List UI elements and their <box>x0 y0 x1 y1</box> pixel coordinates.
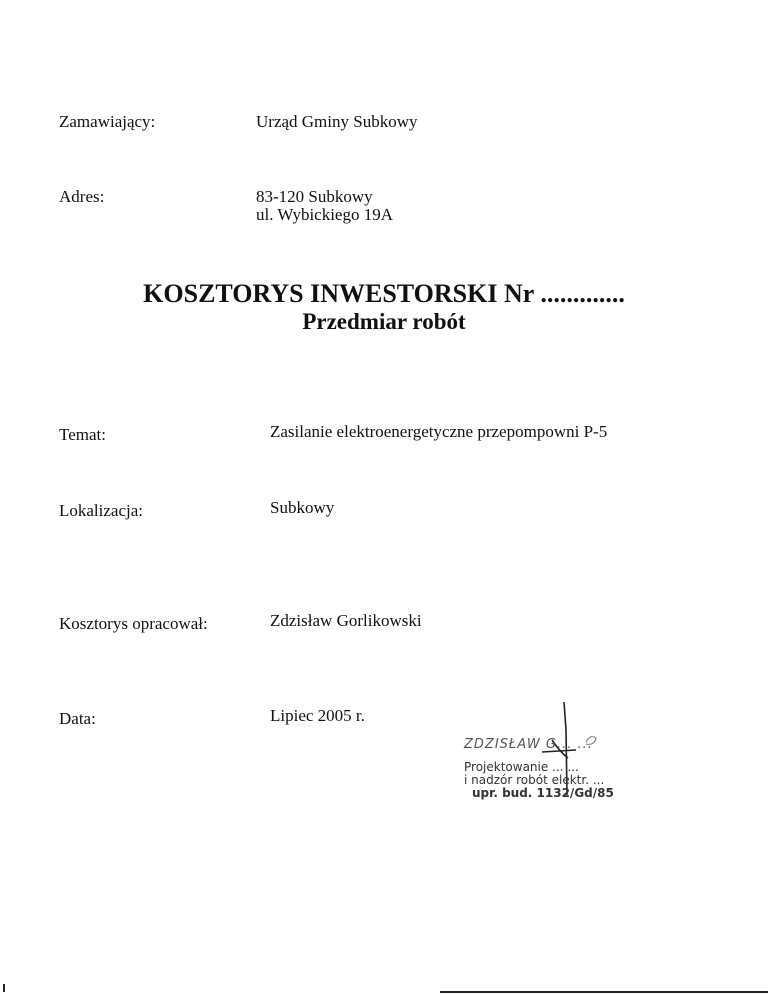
opracowal-label: Kosztorys opracował: <box>59 614 208 633</box>
data-label: Data: <box>59 709 96 728</box>
lokalizacja-label: Lokalizacja: <box>59 501 144 520</box>
stamp-license: upr. bud. 1132/Gd/85 <box>472 786 614 800</box>
scan-edge-mark <box>3 984 5 992</box>
adres-label: Adres: <box>59 187 105 206</box>
opracowal-value: Zdzisław Gorlikowski <box>270 611 422 630</box>
document-subtitle: Przedmiar robót <box>302 309 466 334</box>
stamp-line-supervision: i nadzór robót elektr. ... <box>464 773 605 787</box>
zamawiajacy-label: Zamawiający: <box>59 112 156 131</box>
stamp-name: ZDZISŁAW G... ... <box>464 737 593 752</box>
zamawiajacy-value: Urząd Gminy Subkowy <box>256 112 418 131</box>
author-stamp <box>456 700 676 810</box>
temat-label: Temat: <box>59 425 106 444</box>
page-bottom-rule <box>440 991 768 993</box>
stamp-line-design: Projektowanie ... ... <box>464 760 579 774</box>
temat-value: Zasilanie elektroenergetyczne przepompowni P-5 <box>270 422 608 441</box>
adres-value-line2: ul. Wybickiego 19A <box>256 205 394 224</box>
data-value: Lipiec 2005 r. <box>270 706 365 725</box>
lokalizacja-value: Subkowy <box>270 498 335 517</box>
document-title: KOSZTORYS INWESTORSKI Nr ............. <box>143 279 625 308</box>
adres-value-line1: 83-120 Subkowy <box>256 187 373 206</box>
